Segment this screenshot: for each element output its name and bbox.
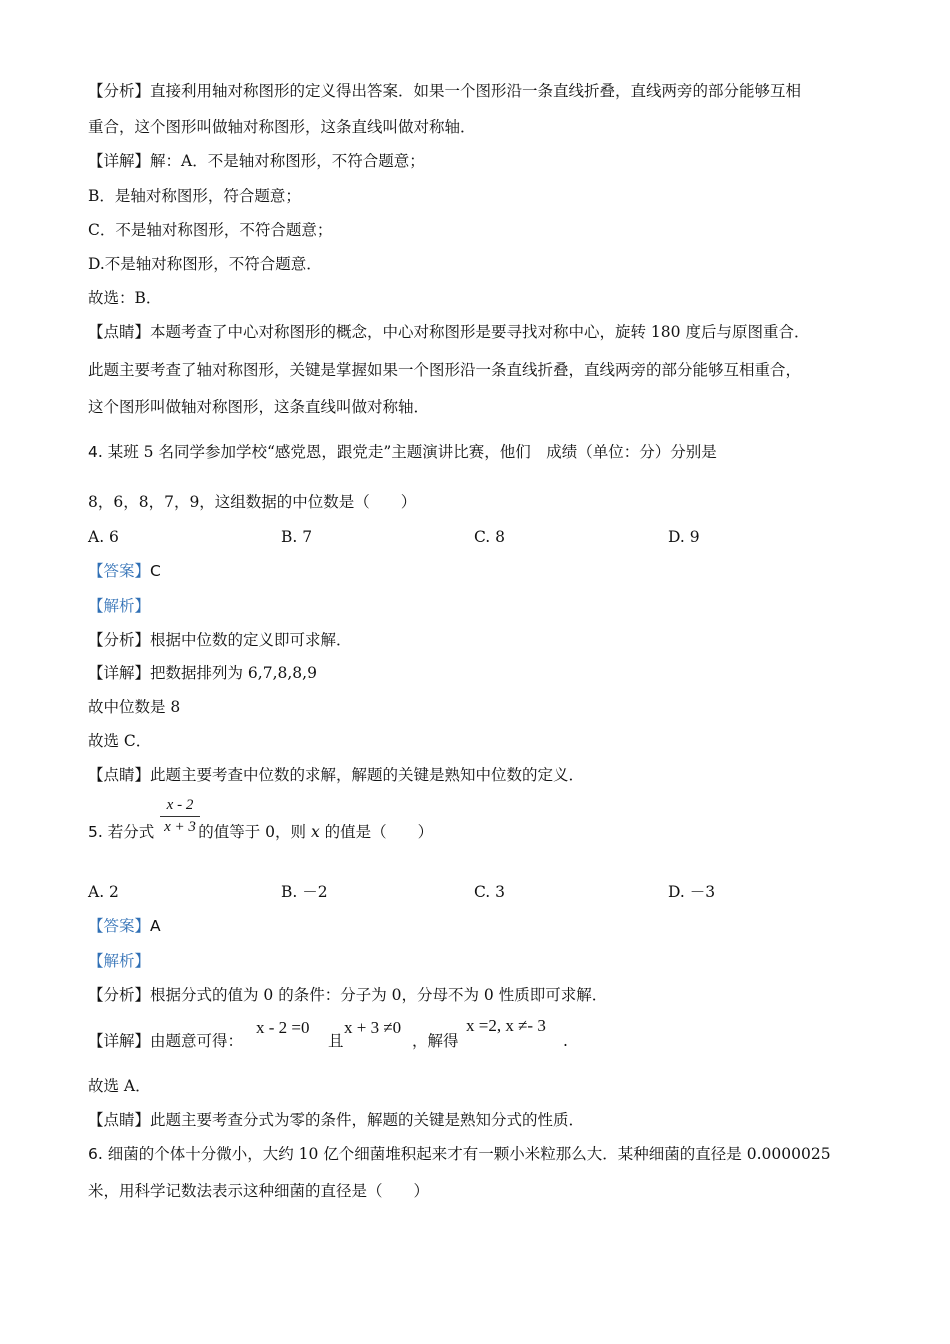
q5-and: 且 xyxy=(328,1032,344,1050)
q5-period: . xyxy=(563,1032,568,1050)
fraction-numerator: x - 2 xyxy=(160,797,200,817)
q3-detail-b: B．是轴对称图形，符合题意； xyxy=(88,187,301,205)
q5-option-d: D. －3 xyxy=(668,883,716,901)
q3-detail-a: 【详解】解：A．不是轴对称图形，不符合题意； xyxy=(88,152,425,170)
q5-choose: 故选 A． xyxy=(88,1077,151,1095)
q6-stem-line-1 xyxy=(88,1145,831,1164)
equation-3: x =2, x ≠- 3 xyxy=(466,1016,546,1035)
q4-answer xyxy=(88,562,161,581)
q6-stem-text: . 细菌的个体十分微小，大约 10 亿个细菌堆积起来才有一颗小米粒那么大．某种细菌的直径是 0.0000025 xyxy=(97,1145,831,1163)
q5-solve: ，解得 xyxy=(412,1032,459,1050)
fraction xyxy=(160,797,200,836)
answer-label: 【答案】 xyxy=(88,562,151,580)
q5-stem-suffix-1: 的值等于 0，则 xyxy=(198,823,311,841)
q3-choose: 故选：B． xyxy=(88,289,162,307)
q4-option-a: A. 6 xyxy=(88,528,119,546)
question-number: 6 xyxy=(88,1145,98,1163)
fraction-denominator: x + 3 xyxy=(164,819,196,835)
q5-explain-label: 【解析】 xyxy=(88,952,151,970)
answer-value: A xyxy=(150,917,161,935)
answer-value: C xyxy=(150,562,161,580)
q5-analysis: 【分析】根据分式的值为 0 的条件：分子为 0，分母不为 0 性质即可求解． xyxy=(88,986,608,1004)
q4-explain-label: 【解析】 xyxy=(88,597,151,615)
question-number: 5 xyxy=(88,823,98,841)
q5-option-b: B. －2 xyxy=(281,883,328,901)
q5-stem-variable: x xyxy=(310,823,320,841)
q5-answer xyxy=(88,917,161,936)
q4-option-d: D. 9 xyxy=(668,528,700,546)
q3-analysis-line-2: 重合，这个图形叫做轴对称图形，这条直线叫做对称轴． xyxy=(88,118,476,136)
q4-stem-line-1 xyxy=(88,443,717,462)
q4-comment: 【点睛】此题主要考查中位数的求解，解题的关键是熟知中位数的定义． xyxy=(88,766,585,784)
q3-analysis-line-1: 【分析】直接利用轴对称图形的定义得出答案．如果一个图形沿一条直线折叠，直线两旁的部分能够互相 xyxy=(88,82,802,100)
q4-stem-line-2: 8，6，8，7，9，这组数据的中位数是（ ） xyxy=(88,493,417,511)
equation-2: x + 3 ≠0 xyxy=(344,1018,402,1037)
q5-option-c: C. 3 xyxy=(474,883,506,901)
equation-1: x - 2 =0 xyxy=(256,1018,310,1037)
q6-stem-line-2: 米，用科学记数法表示这种细菌的直径是（ ） xyxy=(88,1182,430,1200)
q4-choose: 故选 C． xyxy=(88,732,152,750)
q3-comment-line-3: 这个图形叫做轴对称图形，这条直线叫做对称轴． xyxy=(88,398,430,416)
q3-detail-d: D.不是轴对称图形，不符合题意． xyxy=(88,255,322,273)
q5-stem-suffix-2: 的值是（ ） xyxy=(319,823,434,841)
q3-detail-c: C．不是轴对称图形，不符合题意； xyxy=(88,221,333,239)
q4-analysis: 【分析】根据中位数的定义即可求解． xyxy=(88,631,352,649)
q3-comment-line-2: 此题主要考查了轴对称图形，关键是掌握如果一个图形沿一条直线折叠，直线两旁的部分能够互相重合， xyxy=(88,361,802,379)
q5-detail-prefix: 【详解】由题意可得： xyxy=(88,1032,244,1050)
q5-comment: 【点睛】此题主要考查分式为零的条件，解题的关键是熟知分式的性质． xyxy=(88,1111,585,1129)
q5-stem-line xyxy=(88,823,433,842)
q4-option-c: C. 8 xyxy=(474,528,506,546)
q4-median: 故中位数是 8 xyxy=(88,698,181,716)
q5-option-a: A. 2 xyxy=(88,883,119,901)
question-number: 4 xyxy=(88,443,98,461)
q4-stem-text: . 某班 5 名同学参加学校“感党恩，跟党走”主题演讲比赛，他们 成绩（单位：分）分别是 xyxy=(97,443,717,461)
q3-comment-line-1: 【点睛】本题考查了中心对称图形的概念，中心对称图形是要寻找对称中心，旋转 180 度后与原图重合． xyxy=(88,323,810,341)
q4-detail: 【详解】把数据排列为 6,7,8,8,9 xyxy=(88,664,317,682)
answer-label: 【答案】 xyxy=(88,917,151,935)
q5-stem-prefix: . 若分式 xyxy=(97,823,155,841)
q4-option-b: B. 7 xyxy=(281,528,313,546)
